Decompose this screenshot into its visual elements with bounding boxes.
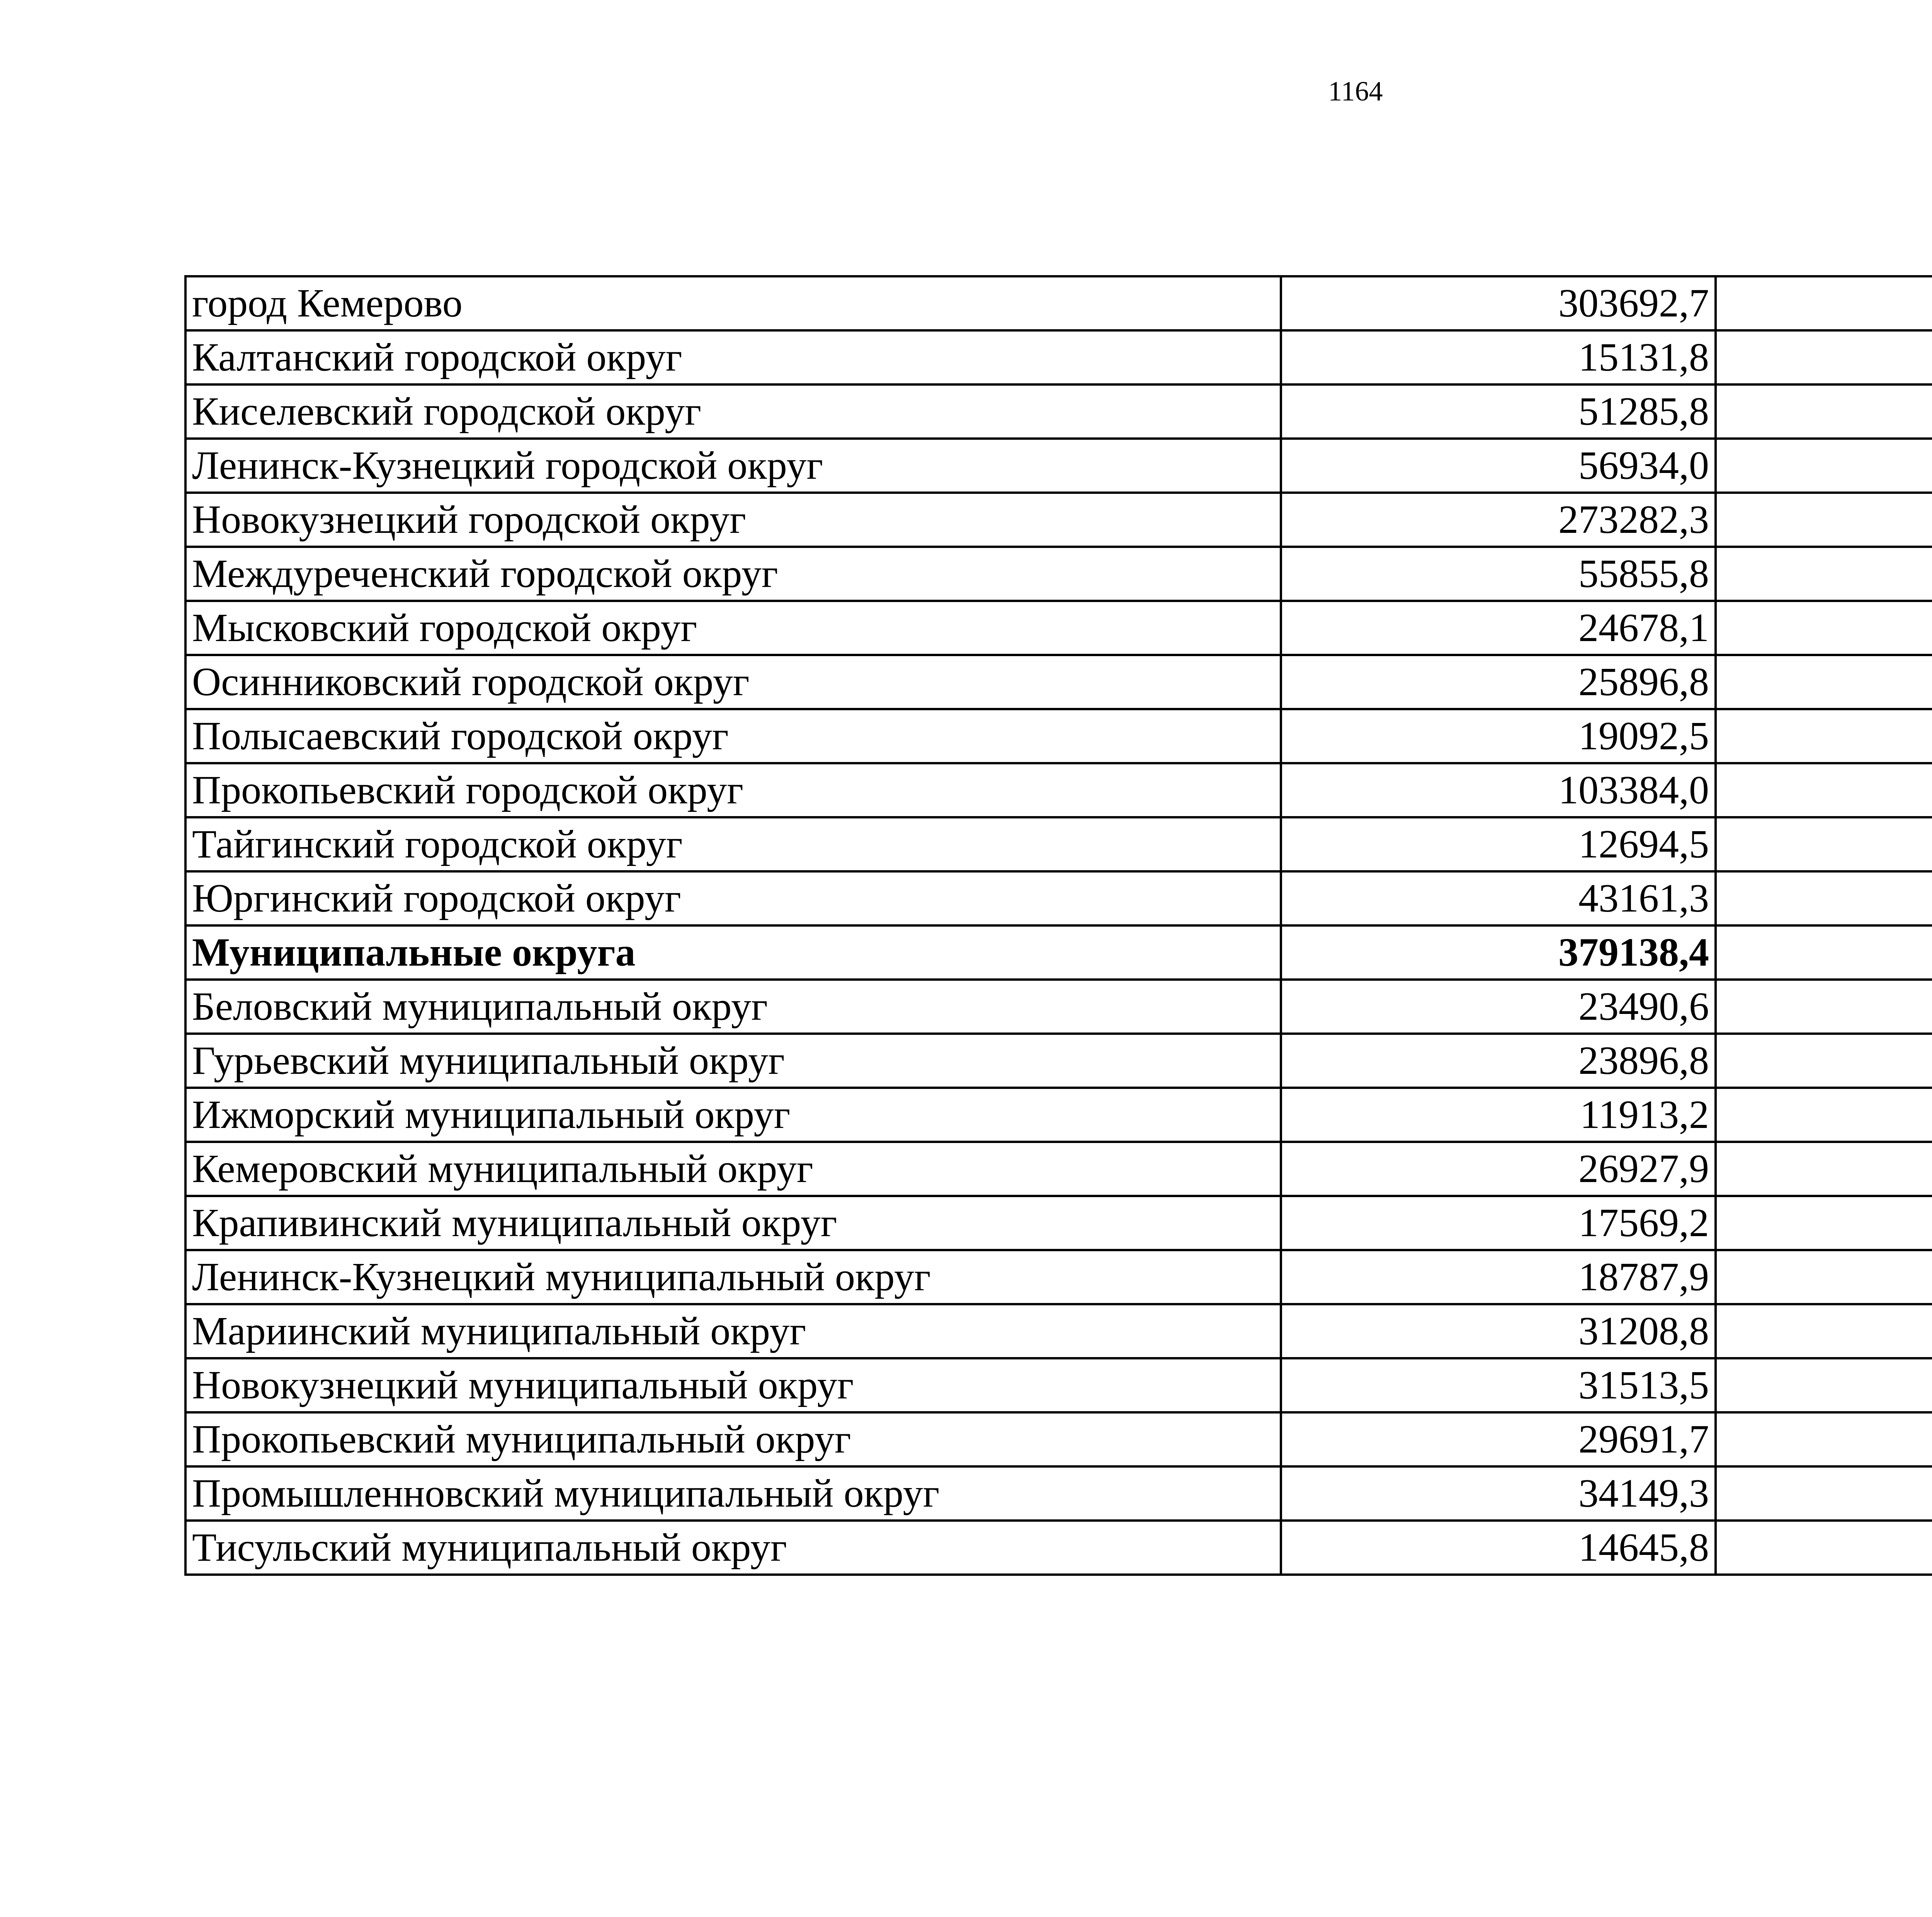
row-value-2-cell [1716, 980, 1932, 1034]
table-row [185, 871, 1932, 925]
row-value-1-cell: 31513,5 [1281, 1358, 1716, 1412]
row-value-2-cell [1716, 763, 1932, 817]
row-value-1-cell: 26927,9 [1281, 1142, 1716, 1196]
row-name-cell: Крапивинский муниципальный округ [185, 1196, 1281, 1250]
row-value-1-cell: 51285,8 [1281, 384, 1716, 439]
table-row [185, 1088, 1932, 1142]
row-value-2-cell [1716, 1142, 1932, 1196]
table-row [185, 1358, 1932, 1412]
row-name-cell: Ленинск-Кузнецкий городской округ [185, 439, 1281, 493]
table-row [185, 655, 1932, 709]
table-row [185, 601, 1932, 655]
table-row [185, 1521, 1932, 1575]
row-value-2-cell [1716, 1412, 1932, 1466]
row-name-cell: Кемеровский муниципальный округ [185, 1142, 1281, 1196]
row-value-1-cell: 25896,8 [1281, 655, 1716, 709]
table-row [185, 709, 1932, 763]
row-value-2-cell [1716, 1521, 1932, 1575]
row-name-cell: Тисульский муниципальный округ [185, 1521, 1281, 1575]
row-value-1-cell: 29691,7 [1281, 1412, 1716, 1466]
budget-table [184, 275, 1932, 1576]
row-value-2-cell [1716, 439, 1932, 493]
table-row [185, 439, 1932, 493]
table-row [185, 1466, 1932, 1521]
row-value-2-cell [1716, 709, 1932, 763]
table-row [185, 493, 1932, 547]
row-value-2-cell [1716, 493, 1932, 547]
row-value-1-cell: 103384,0 [1281, 763, 1716, 817]
row-name-cell: Ленинск-Кузнецкий муниципальный округ [185, 1250, 1281, 1304]
row-value-2-cell [1716, 1196, 1932, 1250]
table-row [185, 1034, 1932, 1088]
row-value-1-cell: 15131,8 [1281, 330, 1716, 384]
row-value-1-cell: 43161,3 [1281, 871, 1716, 925]
row-name-cell: Муниципальные округа [185, 925, 1281, 980]
row-name-cell: Прокопьевский городской округ [185, 763, 1281, 817]
table-row [185, 763, 1932, 817]
row-value-1-cell: 11913,2 [1281, 1088, 1716, 1142]
row-value-1-cell: 24678,1 [1281, 601, 1716, 655]
row-value-2-cell [1716, 1250, 1932, 1304]
row-value-2-cell [1716, 1088, 1932, 1142]
table-row [185, 1142, 1932, 1196]
page-number: 1164 [1328, 76, 1383, 107]
row-value-1-cell: 19092,5 [1281, 709, 1716, 763]
row-value-2-cell [1716, 384, 1932, 439]
row-value-1-cell: 273282,3 [1281, 493, 1716, 547]
row-value-2-cell [1716, 601, 1932, 655]
row-name-cell: Новокузнецкий городской округ [185, 493, 1281, 547]
row-value-1-cell: 303692,7 [1281, 276, 1716, 330]
row-value-2-cell [1716, 1304, 1932, 1358]
row-name-cell: Гурьевский муниципальный округ [185, 1034, 1281, 1088]
row-name-cell: Ижморский муниципальный округ [185, 1088, 1281, 1142]
table-row [185, 1196, 1932, 1250]
row-value-2-cell [1716, 547, 1932, 601]
row-value-2-cell [1716, 1358, 1932, 1412]
row-value-1-cell: 379138,4 [1281, 925, 1716, 980]
table-row [185, 1250, 1932, 1304]
table-row [185, 330, 1932, 384]
row-name-cell: Междуреченский городской округ [185, 547, 1281, 601]
row-name-cell: Прокопьевский муниципальный округ [185, 1412, 1281, 1466]
row-name-cell: Осинниковский городской округ [185, 655, 1281, 709]
table-body [185, 276, 1932, 1575]
row-name-cell: Промышленновский муниципальный округ [185, 1466, 1281, 1521]
row-value-1-cell: 14645,8 [1281, 1521, 1716, 1575]
row-value-2-cell [1716, 1466, 1932, 1521]
row-value-2-cell [1716, 871, 1932, 925]
table-row [185, 1304, 1932, 1358]
row-value-1-cell: 17569,2 [1281, 1196, 1716, 1250]
table-row [185, 1412, 1932, 1466]
row-value-2-cell [1716, 276, 1932, 330]
row-value-1-cell: 23896,8 [1281, 1034, 1716, 1088]
row-value-2-cell [1716, 925, 1932, 980]
row-value-1-cell: 31208,8 [1281, 1304, 1716, 1358]
row-value-2-cell [1716, 1034, 1932, 1088]
row-value-1-cell: 23490,6 [1281, 980, 1716, 1034]
table-row [185, 817, 1932, 871]
table-row [185, 384, 1932, 439]
row-value-1-cell: 55855,8 [1281, 547, 1716, 601]
row-value-1-cell: 12694,5 [1281, 817, 1716, 871]
row-value-1-cell: 56934,0 [1281, 439, 1716, 493]
row-name-cell: Новокузнецкий муниципальный округ [185, 1358, 1281, 1412]
table-row [185, 276, 1932, 330]
row-name-cell: Калтанский городской округ [185, 330, 1281, 384]
row-value-1-cell: 18787,9 [1281, 1250, 1716, 1304]
row-value-2-cell [1716, 817, 1932, 871]
row-name-cell: город Кемерово [185, 276, 1281, 330]
row-name-cell: Мысковский городской округ [185, 601, 1281, 655]
row-name-cell: Полысаевский городской округ [185, 709, 1281, 763]
row-value-2-cell [1716, 655, 1932, 709]
row-name-cell: Тайгинский городской округ [185, 817, 1281, 871]
row-name-cell: Юргинский городской округ [185, 871, 1281, 925]
table-row [185, 980, 1932, 1034]
row-name-cell: Киселевский городской округ [185, 384, 1281, 439]
row-name-cell: Мариинский муниципальный округ [185, 1304, 1281, 1358]
table-row [185, 547, 1932, 601]
row-name-cell: Беловский муниципальный округ [185, 980, 1281, 1034]
table-group-row [185, 925, 1932, 980]
row-value-2-cell [1716, 330, 1932, 384]
row-value-1-cell: 34149,3 [1281, 1466, 1716, 1521]
